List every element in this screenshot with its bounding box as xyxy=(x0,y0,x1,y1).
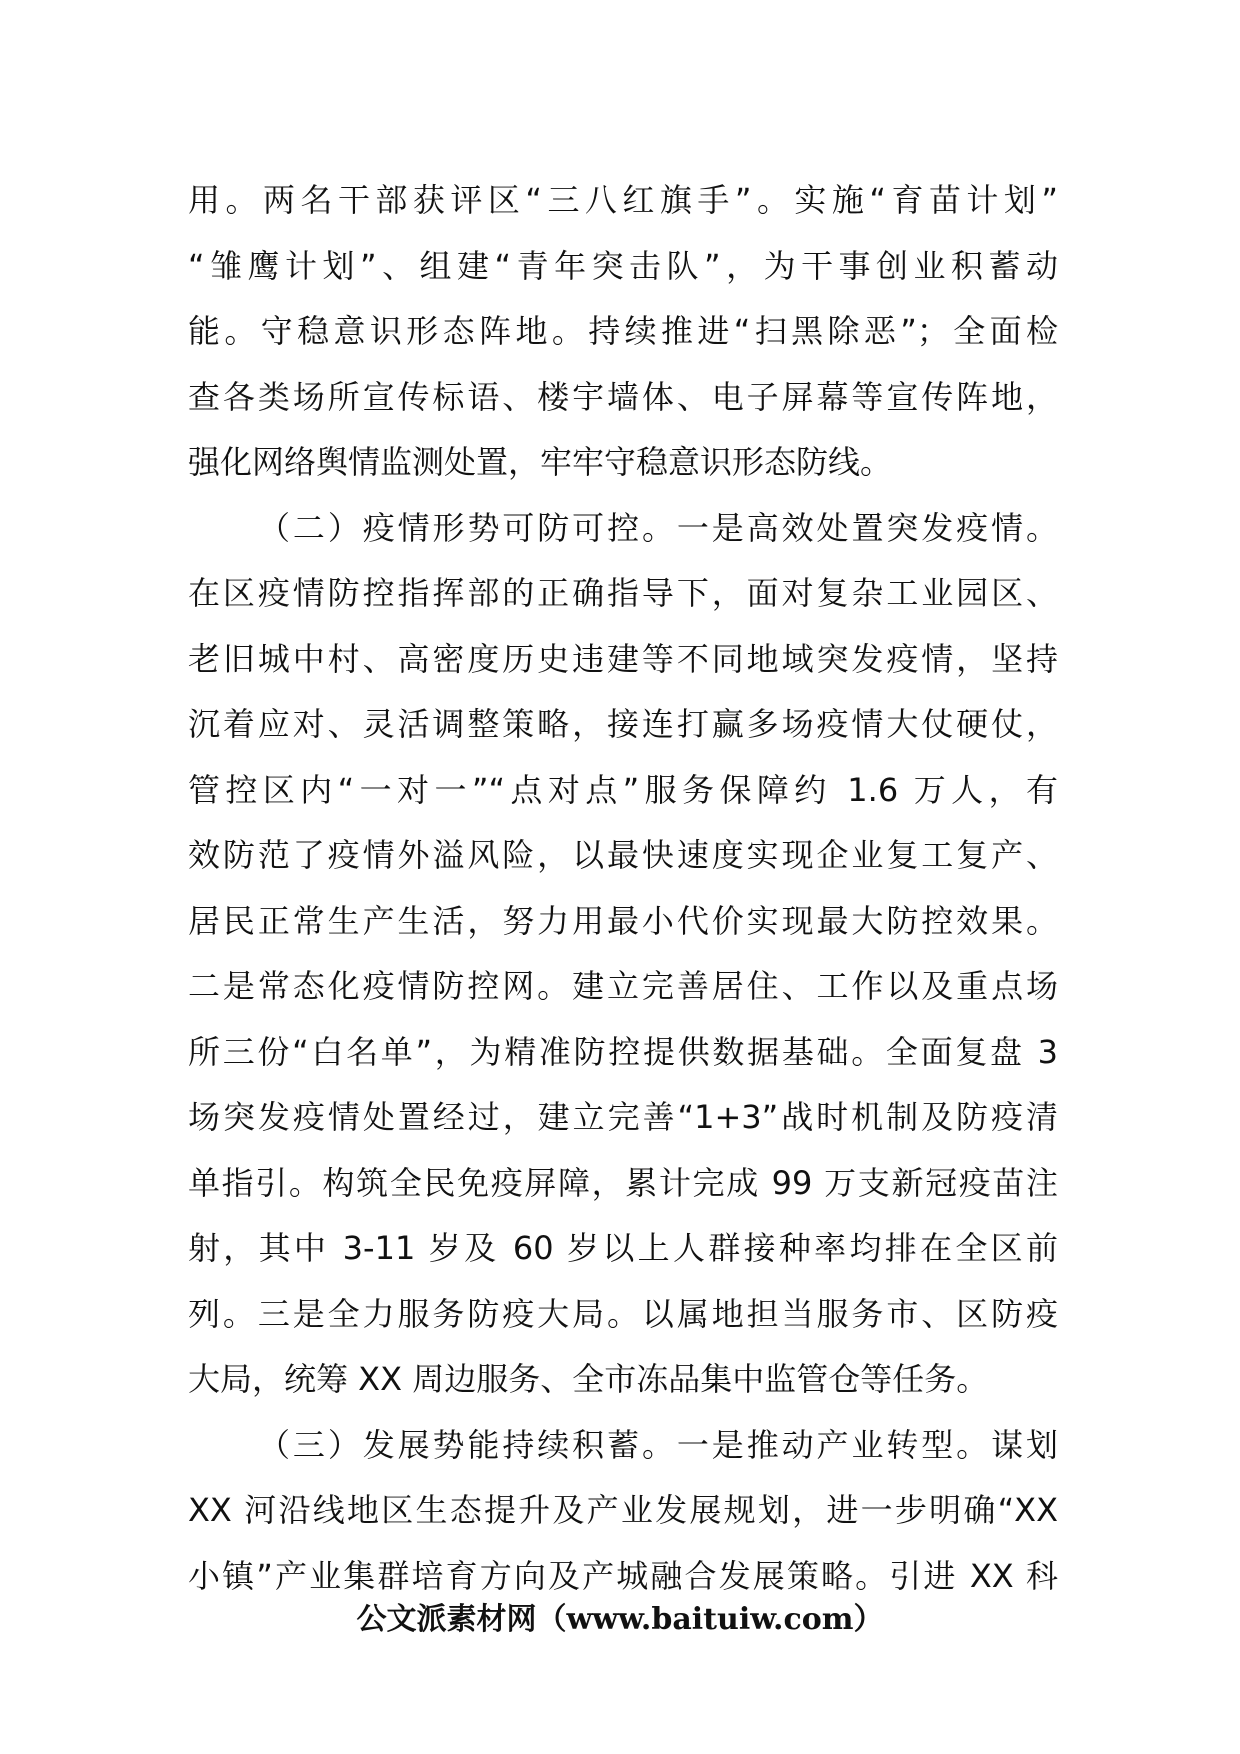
paragraph-line: 强化网络舆情监测处置，牢牢守稳意识形态防线。 xyxy=(188,443,893,481)
paragraph-line: XX 河沿线地区生态提升及产业发展规划，进一步明确“XX xyxy=(188,1491,1058,1529)
paragraph-line: 二是常态化疫情防控网。建立完善居住、工作以及重点场 xyxy=(188,967,1058,1005)
paragraph-line: 在区疫情防控指挥部的正确指导下，面对复杂工业园区、 xyxy=(188,574,1058,612)
paragraph-line: 管控区内“一对一”“点对点”服务保障约 1.6 万人，有 xyxy=(188,770,1058,809)
footer-watermark: 公文派素材网（www.baituiw.com） xyxy=(356,1602,884,1637)
paragraph-line: 大局，统筹 XX 周边服务、全市冻品集中监管仓等任务。 xyxy=(188,1360,989,1398)
paragraph-line: 单指引。构筑全民免疫屏障，累计完成 99 万支新冠疫苗注 xyxy=(188,1163,1058,1202)
paragraph-line: 用。两名干部获评区“三八红旗手”。实施“育苗计划” xyxy=(188,181,1058,219)
paragraph-line: 场突发疫情处置经过，建立完善“1+3”战时机制及防疫清 xyxy=(188,1098,1058,1136)
paragraph-line: 列。三是全力服务防疫大局。以属地担当服务市、区防疫 xyxy=(188,1294,1058,1333)
paragraph-line: 居民正常生产生活，努力用最小代价实现最大防控效果。 xyxy=(188,901,1058,940)
paragraph-line: 射，其中 3-11 岁及 60 岁以上人群接种率均排在全区前 xyxy=(188,1229,1058,1267)
section-heading-line: （二）疫情形势可防可控。一是高效处置突发疫情。 xyxy=(258,508,1058,547)
body-text xyxy=(188,168,1058,1609)
section-heading-line: （三）发展势能持续积蓄。一是推动产业转型。谋划 xyxy=(258,1425,1058,1464)
paragraph-line: 老旧城中村、高密度历史违建等不同地域突发疫情，坚持 xyxy=(188,639,1058,678)
paragraph-line: “雏鹰计划”、组建“青年突击队”，为干事创业积蓄动 xyxy=(188,246,1058,285)
paragraph-line: 效防范了疫情外溢风险，以最快速度实现企业复工复产、 xyxy=(188,836,1058,874)
paragraph-line: 能。守稳意识形态阵地。持续推进“扫黑除恶”；全面检 xyxy=(188,312,1058,350)
paragraph-line: 查各类场所宣传标语、楼宇墙体、电子屏幕等宣传阵地， xyxy=(188,377,1058,416)
paragraph-line: 沉着应对、灵活调整策略，接连打赢多场疫情大仗硬仗， xyxy=(188,705,1058,743)
paragraph-line: 小镇”产业集群培育方向及产城融合发展策略。引进 XX 科 xyxy=(188,1556,1058,1595)
paragraph-line: 所三份“白名单”，为精准防控提供数据基础。全面复盘 3 xyxy=(188,1032,1058,1071)
